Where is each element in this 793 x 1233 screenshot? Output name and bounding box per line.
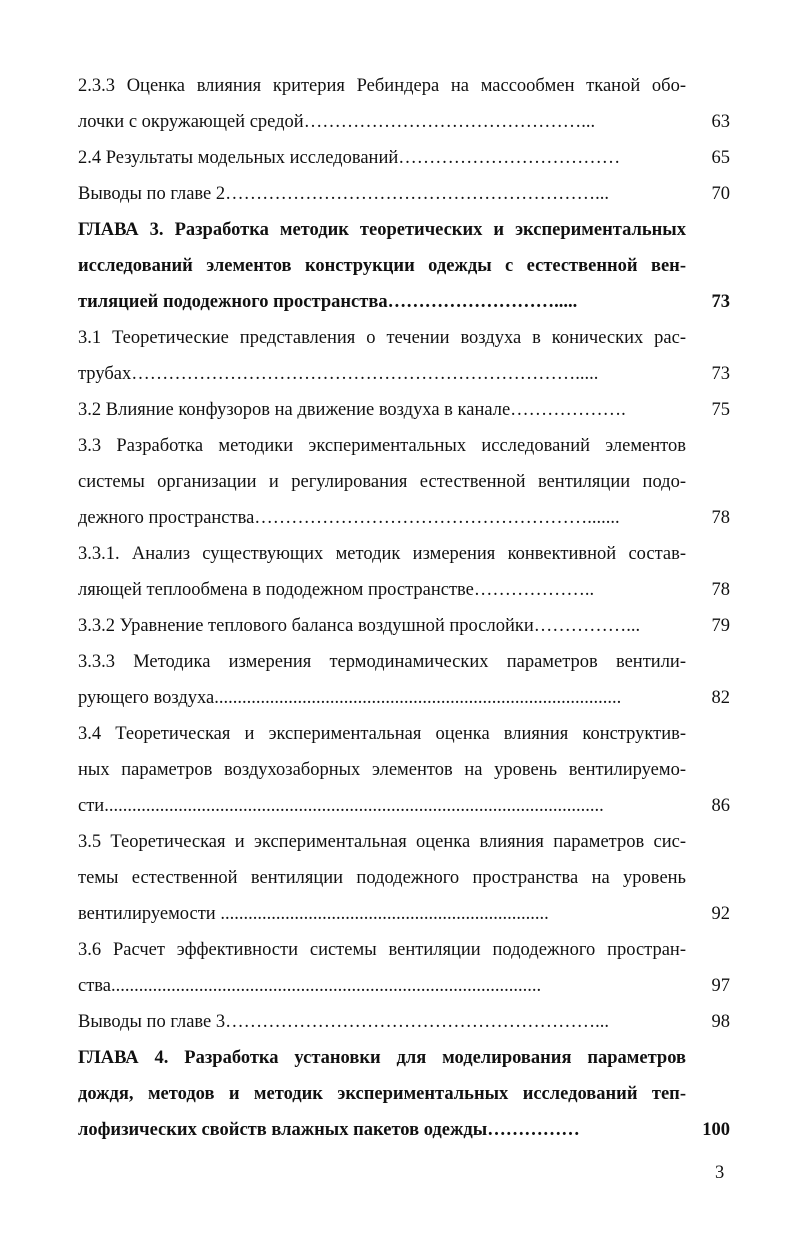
toc-line: сти............................................................................................................ [78, 796, 604, 816]
toc-line: 3.4 Теоретическая и экспериментальная оценка влияния конструктив- [78, 724, 686, 744]
toc-line: дождя, методов и методик экспериментальных исследований теп- [78, 1084, 686, 1104]
toc-page-number: 97 [711, 976, 730, 996]
toc-line: вентилируемости ....................................................................... [78, 904, 549, 924]
toc-line: системы организации и регулирования естественной вентиляции подо- [78, 472, 686, 492]
toc-page-number: 63 [711, 112, 730, 132]
toc-page-number: 98 [711, 1012, 730, 1032]
toc-line: 3.3 Разработка методики экспериментальных исследований элементов [78, 436, 686, 456]
toc-line: темы естественной вентиляции пододежного пространства на уровень [78, 868, 686, 888]
toc-entry-3-1 [78, 320, 730, 392]
toc-line: ГЛАВА 3. Разработка методик теоретических и экспериментальных [78, 220, 686, 240]
toc-entry-conclusions-3 [78, 1004, 730, 1040]
toc-page-number: 92 [711, 904, 730, 924]
toc-entry-2-3-3 [78, 68, 730, 140]
toc-line: 3.5 Теоретическая и экспериментальная оценка влияния параметров сис- [78, 832, 686, 852]
toc-line: лофизических свойств влажных пакетов одежды…………… [78, 1120, 580, 1140]
toc-entry-2-4 [78, 140, 730, 176]
toc-entry-chapter-3 [78, 212, 730, 320]
toc-line: 2.4 Результаты модельных исследований……………………………… [78, 148, 621, 168]
toc-entry-chapter-4 [78, 1040, 730, 1148]
toc-line: Выводы по главе 2……………………………………………………... [78, 184, 610, 204]
toc-entry-3-2 [78, 392, 730, 428]
toc-page-number: 79 [711, 616, 730, 636]
toc-page-number: 100 [702, 1120, 730, 1140]
toc-line: Выводы по главе 3……………………………………………………... [78, 1012, 610, 1032]
toc-page-number: 70 [711, 184, 730, 204]
toc-entry-conclusions-2 [78, 176, 730, 212]
toc-line: рующего воздуха........................................................................................ [78, 688, 622, 708]
toc-page-number: 75 [711, 400, 730, 420]
toc-entry-3-6 [78, 932, 730, 1004]
toc-page-number: 73 [711, 364, 730, 384]
toc-page-number: 65 [711, 148, 730, 168]
toc-line: 3.3.1. Анализ существующих методик измерения конвективной состав- [78, 544, 686, 564]
table-of-contents [78, 68, 730, 1148]
toc-entry-3-3-1 [78, 536, 730, 608]
toc-line: ГЛАВА 4. Разработка установки для моделирования параметров [78, 1048, 686, 1068]
toc-line: 3.1 Теоретические представления о течении воздуха в конических рас- [78, 328, 686, 348]
toc-page-number: 86 [711, 796, 730, 816]
toc-page-number: 78 [711, 508, 730, 528]
toc-line: ства............................................................................................. [78, 976, 542, 996]
toc-line: 3.3.2 Уравнение теплового баланса воздушной прослойки……………... [78, 616, 641, 636]
toc-line: дежного пространства………………………………………………....... [78, 508, 620, 528]
page-number: 3 [715, 1163, 725, 1183]
toc-entry-3-3-3 [78, 644, 730, 716]
toc-line: ных параметров воздухозаборных элементов на уровень вентилируемо- [78, 760, 686, 780]
toc-line: ляющей теплообмена в пододежном пространстве……………….. [78, 580, 595, 600]
toc-line: 3.3.3 Методика измерения термодинамических параметров вентили- [78, 652, 686, 672]
toc-line: исследований элементов конструкции одежды с естественной вен- [78, 256, 686, 276]
toc-page-number: 73 [711, 292, 730, 312]
toc-entry-3-5 [78, 824, 730, 932]
toc-line: 2.3.3 Оценка влияния критерия Ребиндера на массообмен тканой обо- [78, 76, 686, 96]
toc-entry-3-3 [78, 428, 730, 536]
toc-line: 3.6 Расчет эффективности системы вентиляции пододежного простран- [78, 940, 686, 960]
toc-page-number: 82 [711, 688, 730, 708]
toc-entry-3-4 [78, 716, 730, 824]
toc-entry-3-3-2 [78, 608, 730, 644]
toc-page-number: 78 [711, 580, 730, 600]
toc-line: тиляцией пододежного пространства………………………..... [78, 292, 578, 312]
toc-line: трубах………………………………………………………………..... [78, 364, 599, 384]
toc-line: 3.2 Влияние конфузоров на движение воздуха в канале………………. [78, 400, 626, 420]
toc-line: лочки с окружающей средой………………………………………... [78, 112, 596, 132]
